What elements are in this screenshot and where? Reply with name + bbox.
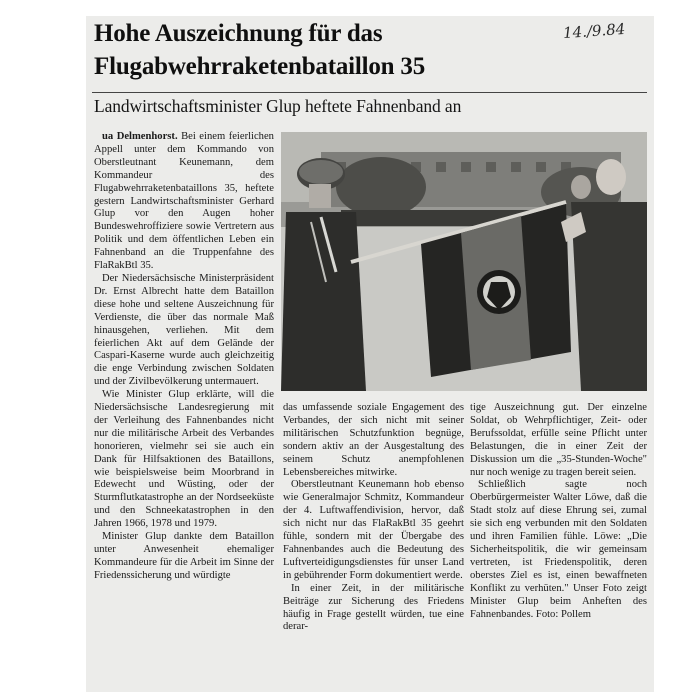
- paragraph: Minister Glup dankte dem Bataillon unter Anwesenheit ehemaliger Kommandeure für die Arbeit im Sinne der Friedenssicherung und würdigte: [94, 531, 274, 581]
- headline-line-1: Hohe Auszeichnung für das: [94, 20, 383, 47]
- article-column-1: [94, 131, 274, 583]
- article-column-3: [470, 402, 647, 621]
- photo-credit: Foto: Pollem: [535, 608, 591, 620]
- paragraph: Der Niedersächsische Ministerpräsident Dr. Ernst Albrecht hatte dem Bataillon diese hohe und seltene Auszeichnung für Verdienste, die über das normale Maß hinausgehen, verliehen. Mit dem feierlichen Akt auf dem Gelände der Caspari-Kaserne wurde auch gleichzeitig die enge Verbindung zwischen Soldaten und der Zivilbevölkerung untermauert.: [94, 272, 274, 388]
- paragraph: Schließlich sagte noch Oberbürgermeister Walter Löwe, daß die Stadt stolz auf diese Ehrung sei, zumal sie sich eng verbunden mit den Soldaten und ihren Familien fühle. Löwe: „Die Sicherheitspolitik, die wir gemeinsam vertreten, ist Friedenspolitik, deren oberstes Ziel es ist, einen bewaffneten Konflikt zu verhüten." Unser Foto zeigt Minister Glup beim Anheften des Fahnenbandes. Foto: Pollem: [470, 479, 647, 620]
- photo-illustration: [281, 132, 647, 391]
- paragraph: das umfassende soziale Engagement des Verbandes, der sich nicht mit seiner militärischen Schutzfunktion begnüge, sondern aktiv an der Ausgestaltung des seinem Schutz anempfohlenen Lebensbereiches mitwirke.: [283, 402, 464, 478]
- paragraph: Wie Minister Glup erklärte, will die Niedersächsische Landesregierung mit der Verleihung des Fahnenbandes nicht nur die militärische Arbeit des Verbandes honorieren, vielmehr sei sie auch ein Dank für Hilfsaktionen des Bataillons, wie beispielsweise beim Moorbrand in Edewecht und Wüsting, oder der Sturmflutkatastrophe an der Nordseeküste und den Schneekatastrophen in den Jahren 1966, 1978 und 1979.: [94, 389, 274, 530]
- subtitle: Landwirtschaftsminister Glup heftete Fahnenband an: [94, 96, 462, 116]
- paragraph: tige Auszeichnung gut. Der einzelne Soldat, ob Wehrpflichtiger, Zeit- oder Berufssoldat, erfülle seine Pflicht unter Belastungen, die in einer Zeit der Diskussion um die „35-Stunden-Woche" nur noch wenige zu tragen bereit seien.: [470, 402, 647, 478]
- dateline: ua Delmenhorst.: [102, 131, 178, 142]
- paragraph: Oberstleutnant Keunemann hob ebenso wie Generalmajor Schmitz, Kommandeur der 4. Luftwaffendivision, hervor, daß sich nicht nur das FlaRakBtl 35 geehrt fühle, sondern mit der Übergabe des Fahnenbandes auch die Bedeutung des Luftverteidigungsdienstes für unser Land in gebührender Form dokumentiert werde.: [283, 479, 464, 581]
- paragraph: ua Delmenhorst. Bei einem feierlichen Appell unter dem Kommando von Oberstleutnant Keunemann, dem Kommandeur des Flugabwehrraketenbataillons 35, heftete gestern Landwirtschaftsminister Gerhard Glup vor den Augen hoher Bundeswehroffiziere sowie Vertretern aus Politik und dem öffentlichen Leben ein Fahnenband an die Truppenfahne des FlaRakBtl 35.: [94, 131, 274, 272]
- paragraph: In einer Zeit, in der militärische Beiträge zur Sicherung des Friedens häufig in Frage gestellt würden, tue eine derar-: [283, 582, 464, 633]
- article-column-2: [283, 402, 464, 634]
- headline-line-2: Flugabwehrraketenbataillon 35: [94, 53, 426, 80]
- flag-ceremony-photo: [281, 132, 647, 391]
- handwritten-date: 14./9.84: [562, 19, 626, 43]
- headline-divider: [92, 92, 647, 93]
